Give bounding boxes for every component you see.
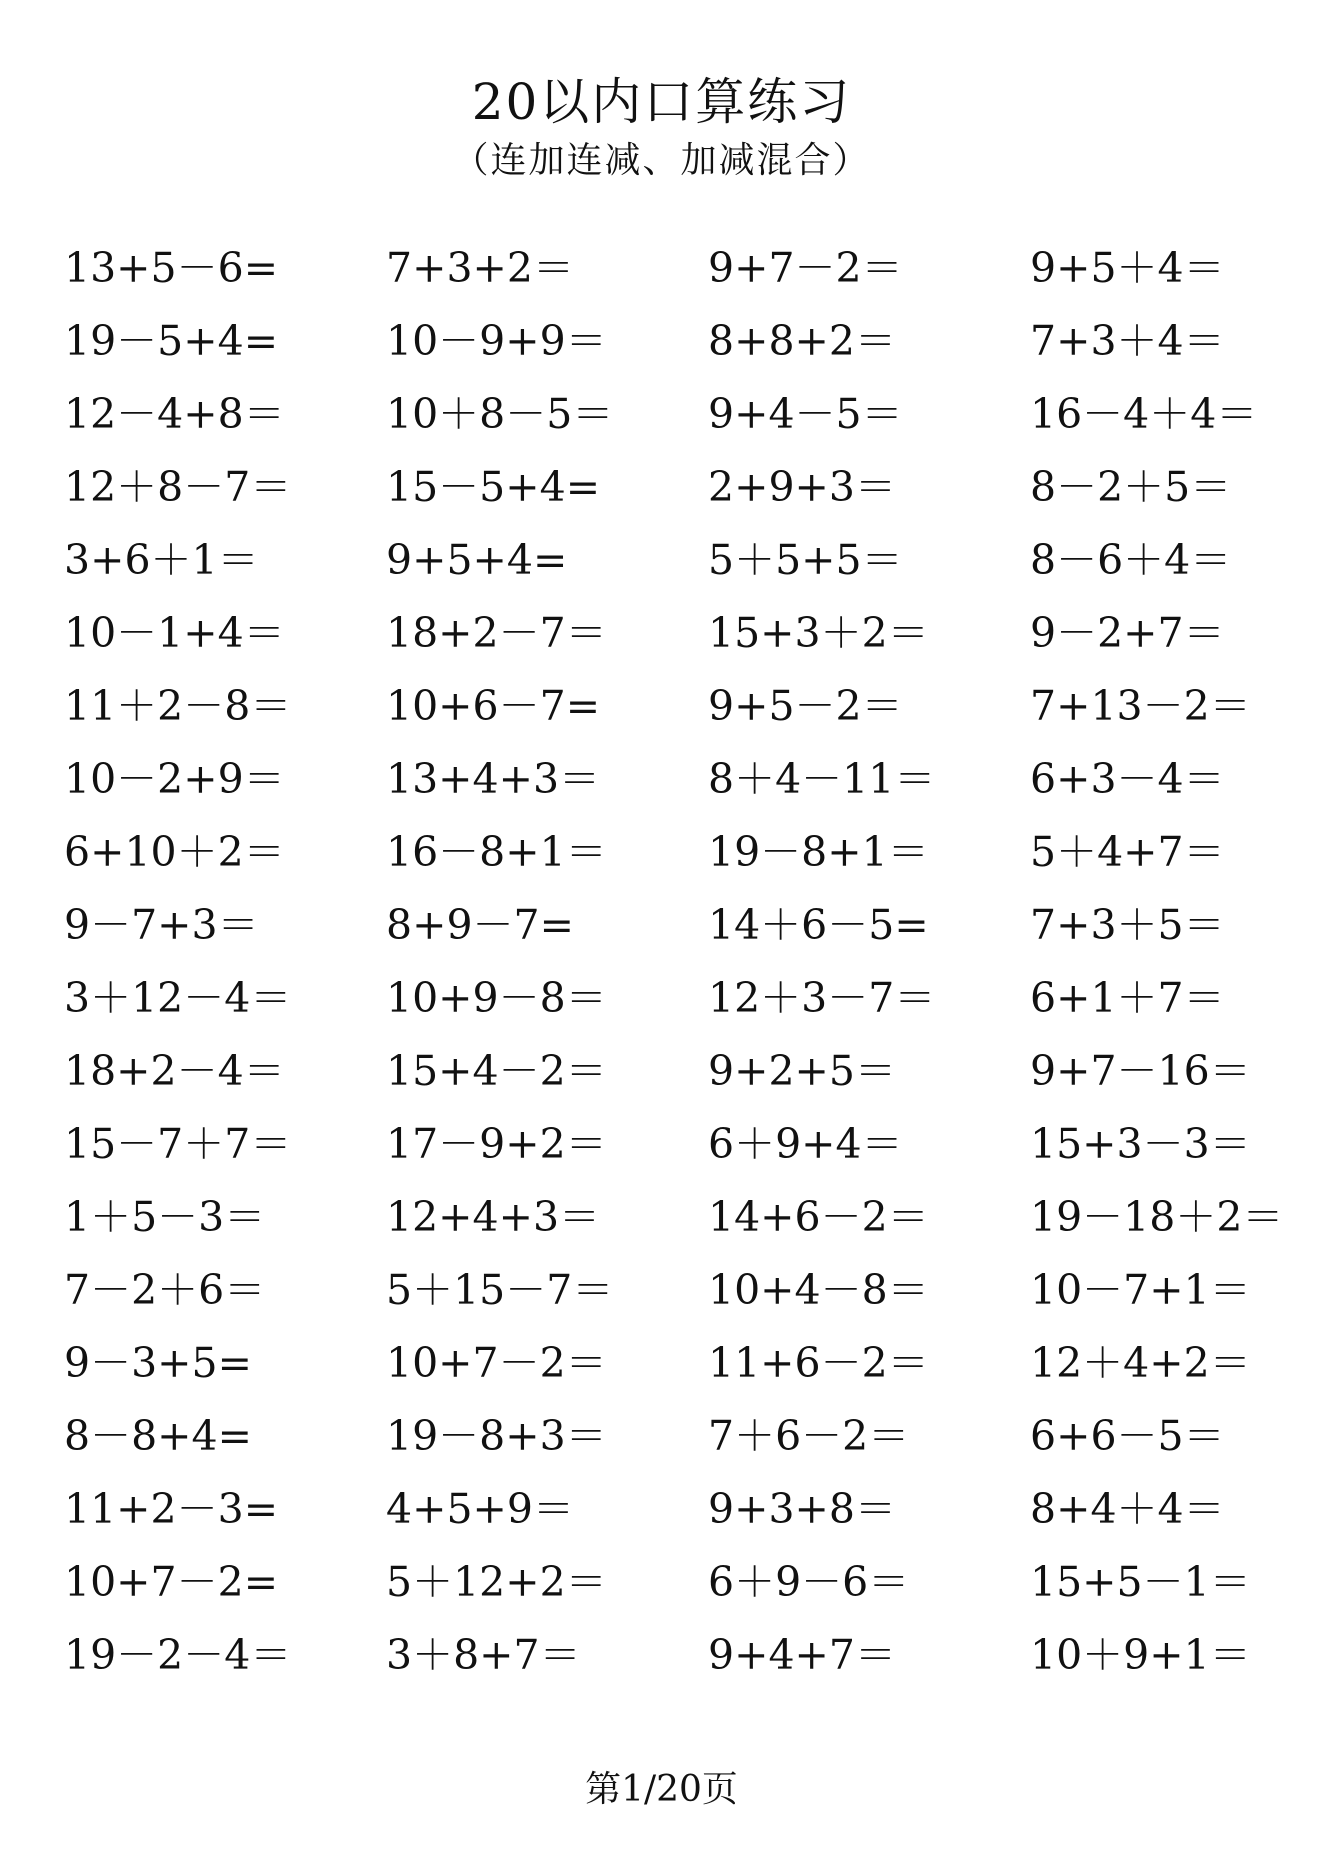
problem-item: 10+6－7= xyxy=(386,682,601,730)
page-subtitle: （连加连减、加减混合） xyxy=(452,140,871,181)
problem-item: 7－2＋6＝ xyxy=(64,1266,266,1314)
problem-item: 9－7+3＝ xyxy=(64,901,259,949)
problem-item: 9+5＋4＝ xyxy=(1030,244,1225,292)
problem-item: 11+2－3= xyxy=(64,1485,279,1533)
problem-item: 19－8+3＝ xyxy=(386,1412,607,1460)
problem-item: 7+3+2＝ xyxy=(386,244,574,292)
problem-grid xyxy=(64,232,1304,1692)
problem-item: 6+10＋2＝ xyxy=(64,828,285,876)
problem-item: 7+13－2＝ xyxy=(1030,682,1251,730)
problem-item: 17－9+2＝ xyxy=(386,1120,607,1168)
problem-item: 9+4+7＝ xyxy=(708,1631,896,1679)
problem-item: 3＋12－4＝ xyxy=(64,974,292,1022)
problem-item: 10－7+1＝ xyxy=(1030,1266,1251,1314)
problem-item: 10－2+9＝ xyxy=(64,755,285,803)
problem-item: 5＋5+5＝ xyxy=(708,536,903,584)
problem-item: 9－2+7＝ xyxy=(1030,609,1225,657)
problem-item: 10+4－8＝ xyxy=(708,1266,929,1314)
problem-item: 9+4－5＝ xyxy=(708,390,903,438)
problem-item: 12+4+3＝ xyxy=(386,1193,601,1241)
problem-item: 9+5－2＝ xyxy=(708,682,903,730)
problem-item: 7+3＋4＝ xyxy=(1030,317,1225,365)
problem-item: 12－4+8＝ xyxy=(64,390,285,438)
problem-item: 18+2－7＝ xyxy=(386,609,607,657)
problem-item: 1＋5－3＝ xyxy=(64,1193,266,1241)
page-title: 20以内口算练习 xyxy=(471,73,852,131)
problem-item: 15+3＋2＝ xyxy=(708,609,929,657)
problem-item: 6+3－4＝ xyxy=(1030,755,1225,803)
problem-item: 10＋8－5＝ xyxy=(386,390,614,438)
problem-item: 16－8+1＝ xyxy=(386,828,607,876)
problem-item: 19－8+1＝ xyxy=(708,828,929,876)
problem-item: 6＋9－6＝ xyxy=(708,1558,910,1606)
problem-item: 12＋4+2＝ xyxy=(1030,1339,1251,1387)
problem-item: 8＋4－11＝ xyxy=(708,755,936,803)
problem-item: 10+7－2= xyxy=(64,1558,279,1606)
problem-item: 5＋12+2＝ xyxy=(386,1558,607,1606)
problem-item: 15－7＋7＝ xyxy=(64,1120,292,1168)
problem-item: 19－18＋2＝ xyxy=(1030,1193,1284,1241)
problem-item: 2+9+3＝ xyxy=(708,463,896,511)
problem-item: 10+7－2＝ xyxy=(386,1339,607,1387)
problem-item: 13+5－6= xyxy=(64,244,279,292)
problem-item: 9+3+8＝ xyxy=(708,1485,896,1533)
problem-item: 19－5+4= xyxy=(64,317,279,365)
problem-item: 11＋2－8＝ xyxy=(64,682,292,730)
problem-item: 19－2－4＝ xyxy=(64,1631,292,1679)
problem-item: 7＋6－2＝ xyxy=(708,1412,910,1460)
problem-item: 14＋6－5= xyxy=(708,901,929,949)
problem-item: 8－2＋5＝ xyxy=(1030,463,1232,511)
problem-item: 15+4－2＝ xyxy=(386,1047,607,1095)
problem-item: 4+5+9＝ xyxy=(386,1485,574,1533)
problem-item: 11+6－2＝ xyxy=(708,1339,929,1387)
problem-item: 6+6－5＝ xyxy=(1030,1412,1225,1460)
problem-item: 10+9－8＝ xyxy=(386,974,607,1022)
problem-item: 10＋9+1＝ xyxy=(1030,1631,1251,1679)
problem-item: 5＋15－7＝ xyxy=(386,1266,614,1314)
problem-item: 8+4＋4＝ xyxy=(1030,1485,1225,1533)
problem-item: 12＋3－7＝ xyxy=(708,974,936,1022)
problem-item: 8－6＋4＝ xyxy=(1030,536,1232,584)
problem-item: 16－4＋4＝ xyxy=(1030,390,1258,438)
problem-item: 8+9－7= xyxy=(386,901,574,949)
problem-item: 9－3+5= xyxy=(64,1339,252,1387)
problem-item: 10－1+4＝ xyxy=(64,609,285,657)
problem-item: 9+7－16＝ xyxy=(1030,1047,1251,1095)
problem-item: 6+1＋7＝ xyxy=(1030,974,1225,1022)
problem-item: 9+2+5＝ xyxy=(708,1047,896,1095)
problem-item: 9+5+4= xyxy=(386,536,568,584)
problem-item: 15－5+4= xyxy=(386,463,601,511)
problem-item: 3＋8+7＝ xyxy=(386,1631,581,1679)
problem-item: 6＋9+4＝ xyxy=(708,1120,903,1168)
problem-item: 13+4+3＝ xyxy=(386,755,601,803)
problem-item: 8－8+4= xyxy=(64,1412,252,1460)
problem-item: 15+3－3＝ xyxy=(1030,1120,1251,1168)
problem-item: 15+5－1＝ xyxy=(1030,1558,1251,1606)
problem-item: 10－9+9＝ xyxy=(386,317,607,365)
problem-item: 8+8+2＝ xyxy=(708,317,896,365)
problem-item: 14+6－2＝ xyxy=(708,1193,929,1241)
problem-item: 5＋4+7＝ xyxy=(1030,828,1225,876)
page-number: 第1/20页 xyxy=(585,1769,738,1810)
problem-item: 9+7－2＝ xyxy=(708,244,903,292)
problem-item: 18+2－4＝ xyxy=(64,1047,285,1095)
problem-item: 3+6＋1＝ xyxy=(64,536,259,584)
problem-item: 12＋8－7＝ xyxy=(64,463,292,511)
problem-item: 7+3＋5＝ xyxy=(1030,901,1225,949)
